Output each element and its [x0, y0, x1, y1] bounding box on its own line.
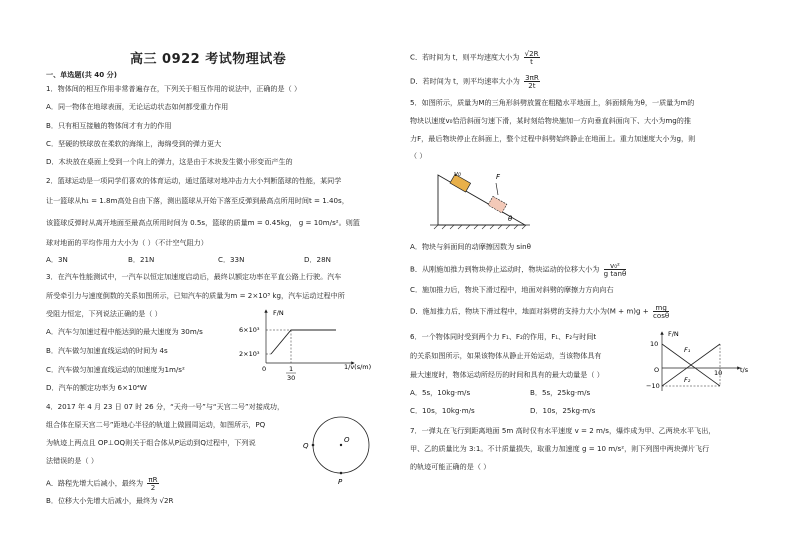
q5-option-b-fraction	[604, 262, 627, 277]
q4-line-4: 法错误的是（ ）	[46, 456, 98, 465]
q5-option-d	[410, 304, 669, 319]
q4-option-d	[410, 74, 540, 89]
q5-label-f: F	[496, 173, 501, 181]
q2-line-4: 球对地面的平均作用力大小为（ ）（不计空气阻力）	[46, 238, 208, 247]
q1-option-a: A．同一物体在地球表面，无论运动状态如何都受重力作用	[46, 102, 229, 111]
q5-option-b	[410, 262, 626, 277]
q1-option-d: D．木块放在桌面上受到一个向上的弹力，这是由于木块发生微小形变而产生的	[46, 157, 293, 166]
q5-option-d-text: D．施加推力后，物块下滑过程中，地面对斜劈的支持力大小为(M + m)g +	[410, 306, 649, 316]
q3-x-axis-label: 1/v(s/m)	[344, 363, 372, 371]
q3-line-1: 3．在汽车性能测试中，一汽车以恒定加速度启动后，最终以额定功率在平直公路上行驶。汽车	[46, 272, 342, 281]
q3-option-d: D．汽车的额定功率为 6×10⁴W	[46, 383, 147, 392]
q6-origin: O	[654, 366, 660, 374]
q3-y-tick-low: 2×10³	[239, 350, 260, 358]
q2-option-a: A．3N	[46, 255, 68, 264]
q6-y-axis-label: F/N	[668, 330, 679, 338]
q6-f1-label: F₁	[684, 346, 691, 354]
q2-option-c: C．33N	[218, 255, 245, 264]
q5-option-d-fraction	[653, 304, 669, 319]
q4-option-a-fraction	[147, 476, 158, 491]
q6-y-low: −10	[646, 382, 660, 390]
page-title: 高三 0922 考试物理试卷	[130, 52, 287, 67]
q1-stem: 1．物体间的相互作用非常普遍存在，下列关于相互作用的说法中，正确的是（ ）	[46, 84, 302, 93]
q3-option-a: A．汽车匀加速过程中能达到的最大速度为 30m/s	[46, 327, 203, 336]
q4-line-1: 4．2017 年 4 月 23 日 07 时 26 分，“天舟一号”与“天宫二号”对接成功，	[46, 402, 285, 411]
q4-option-d-fraction	[524, 74, 540, 89]
q3-y-axis-label: F/N	[273, 309, 284, 317]
q4-c-denominator: t	[530, 57, 533, 66]
q3-line-3: 受阻力恒定，下列说法正确的是（ ）	[46, 309, 162, 318]
q3-force-velocity-graph	[236, 305, 376, 385]
q5-option-b-text: B．从刚施加推力到物块停止运动时，物块运动的位移大小为	[410, 264, 600, 274]
q5-option-c: C．施加推力后，物块下滑过程中，地面对斜劈的摩擦力方向向右	[410, 285, 614, 294]
q3-curve	[271, 330, 336, 354]
q4-line-3: 为轨迹上两点且 OP⊥OQ则关于组合体从P运动到Q过程中，下列说	[46, 438, 256, 447]
q5-label-v0: v₀	[454, 170, 461, 178]
q5-b-numerator: v₀²	[604, 262, 627, 270]
q5-line-1: 5．如图所示，质量为M的三角形斜劈放置在粗糙水平地面上，斜面倾角为θ，一质量为m的	[410, 98, 695, 107]
q5-line-3: 力F，最后物块停止在斜面上，整个过程中斜劈始终静止在地面上。重力加速度大小为g，则	[410, 134, 696, 143]
q4-label-q: Q	[303, 442, 309, 450]
q6-x-axis-label: t/s	[740, 366, 749, 374]
q5-force-arrow	[496, 183, 498, 195]
q2-line-1: 2．篮球运动是一项同学们喜欢的体育运动，通过篮球对地冲击力大小判断篮球的性能，某同学	[46, 176, 342, 185]
q6-f2-label: F₂	[684, 376, 691, 384]
q1-option-b: B．只有相互接触的物体间才有力的作用	[46, 121, 172, 130]
q4-option-a	[46, 476, 159, 491]
q4-option-a-text: A．路程先增大后减小，最终为	[46, 478, 144, 488]
q7-line-1: 7．一弹丸在飞行到距离地面 5m 高时仅有水平速度 v = 2 m/s，爆炸成为甲、乙两块水平飞出，	[410, 426, 716, 435]
q4-option-c	[410, 50, 540, 65]
q2-option-b: B．21N	[128, 255, 155, 264]
q4-orbit-diagram	[286, 410, 376, 500]
q5-b-denominator: g tanθ	[603, 269, 627, 278]
q3-y-tick-high: 6×10³	[239, 326, 260, 334]
q6-line-1: 6．一个物体同时受到两个力 F₁、F₂的作用，F₁、F₂与时间t	[410, 332, 597, 341]
q5-line-4: （ ）	[410, 151, 427, 160]
q5-line-2: 物块以速度v₀恰沿斜面匀速下滑，某时刻给物块施加一方向垂直斜面向下、大小为mg的推	[410, 116, 691, 125]
q5-d-denominator: cosθ	[652, 311, 670, 320]
q4-a-numerator: πR	[148, 475, 158, 484]
q6-option-d: D．10s，25kg·m/s	[530, 406, 596, 415]
q4-label-o: O	[344, 436, 350, 444]
q6-line-2: 的关系如图所示，如果该物体从静止开始运动，当该物体具有	[410, 351, 602, 360]
q3-line-2: 所受牵引力与速度倒数的关系如图所示，已知汽车的质量为m = 2×10³ kg，汽车运动过程中所	[46, 291, 345, 300]
q4-line-2: 组合体在原天宫二号”距地心半径的轨道上做圆周运动，如图所示，PQ	[46, 420, 266, 429]
q4-option-c-fraction	[524, 50, 540, 65]
q4-option-d-text: D．若时间为 t，则平均速率大小为	[410, 76, 520, 86]
q7-line-2: 甲、乙的质量比为 3:1。不计质量损失，取重力加速度 g = 10 m/s²，则下列图中两块弹片飞行	[410, 444, 710, 453]
q1-option-c: C．坚硬的铁球放在柔软的海绵上，海绵受到的弹力更大	[46, 139, 222, 148]
q5-incline-diagram	[430, 165, 540, 235]
q6-x-tick: 10	[714, 369, 723, 377]
q4-d-denominator: 2t	[528, 81, 536, 90]
q3-option-b: B．汽车做匀加速直线运动的时间为 4s	[46, 346, 168, 355]
q3-x-tick-num: 1	[289, 365, 294, 373]
q6-y-high: 10	[650, 340, 659, 348]
q3-option-c: C．汽车做匀加速直线运动的加速度为1m/s²	[46, 365, 185, 374]
section-heading: 一、单选题(共 40 分)	[46, 70, 117, 79]
q4-d-numerator: 3πR	[525, 73, 539, 82]
q4-label-p: P	[338, 478, 343, 486]
q3-origin: 0	[262, 365, 267, 373]
q4-center	[340, 444, 342, 446]
q4-a-denominator: 2	[150, 483, 156, 492]
q7-line-3: 的轨迹可能正确的是（ ）	[410, 462, 491, 471]
q5-d-numerator: mg	[653, 304, 669, 312]
q5-label-theta: θ	[508, 215, 513, 223]
q6-option-a: A．5s，10kg·m/s	[410, 388, 471, 397]
q6-force-time-graph	[640, 328, 760, 394]
q6-option-b: B．5s，25kg·m/s	[530, 388, 591, 397]
q6-line-3: 最大速度时，物体运动所经历的时间和具有的最大动量是（ ）	[410, 370, 604, 379]
q6-option-c: C．10s，10kg·m/s	[410, 406, 475, 415]
q4-option-b: B．位移大小先增大后减小，最终为 √2R	[46, 496, 174, 505]
q4-option-c-text: C．若时间为 t，则平均速度大小为	[410, 52, 520, 62]
q4-c-numerator: √2R	[524, 49, 539, 58]
q5-option-a: A．物块与斜面间的动摩擦因数为 sinθ	[410, 242, 531, 251]
q3-x-tick-den: 30	[287, 374, 296, 382]
q2-line-3: 该篮球反弹时从离开地面至最高点所用时间为 0.5s，篮球的质量m = 0.45kg， g = 10m/s²。则篮	[46, 218, 360, 227]
q2-option-d: D．28N	[304, 255, 331, 264]
q2-line-2: 让一篮球从h₁ = 1.8m高处自由下落，测出篮球从开始下落至反弹到最高点所用时间t = 1.40s，	[46, 196, 349, 205]
